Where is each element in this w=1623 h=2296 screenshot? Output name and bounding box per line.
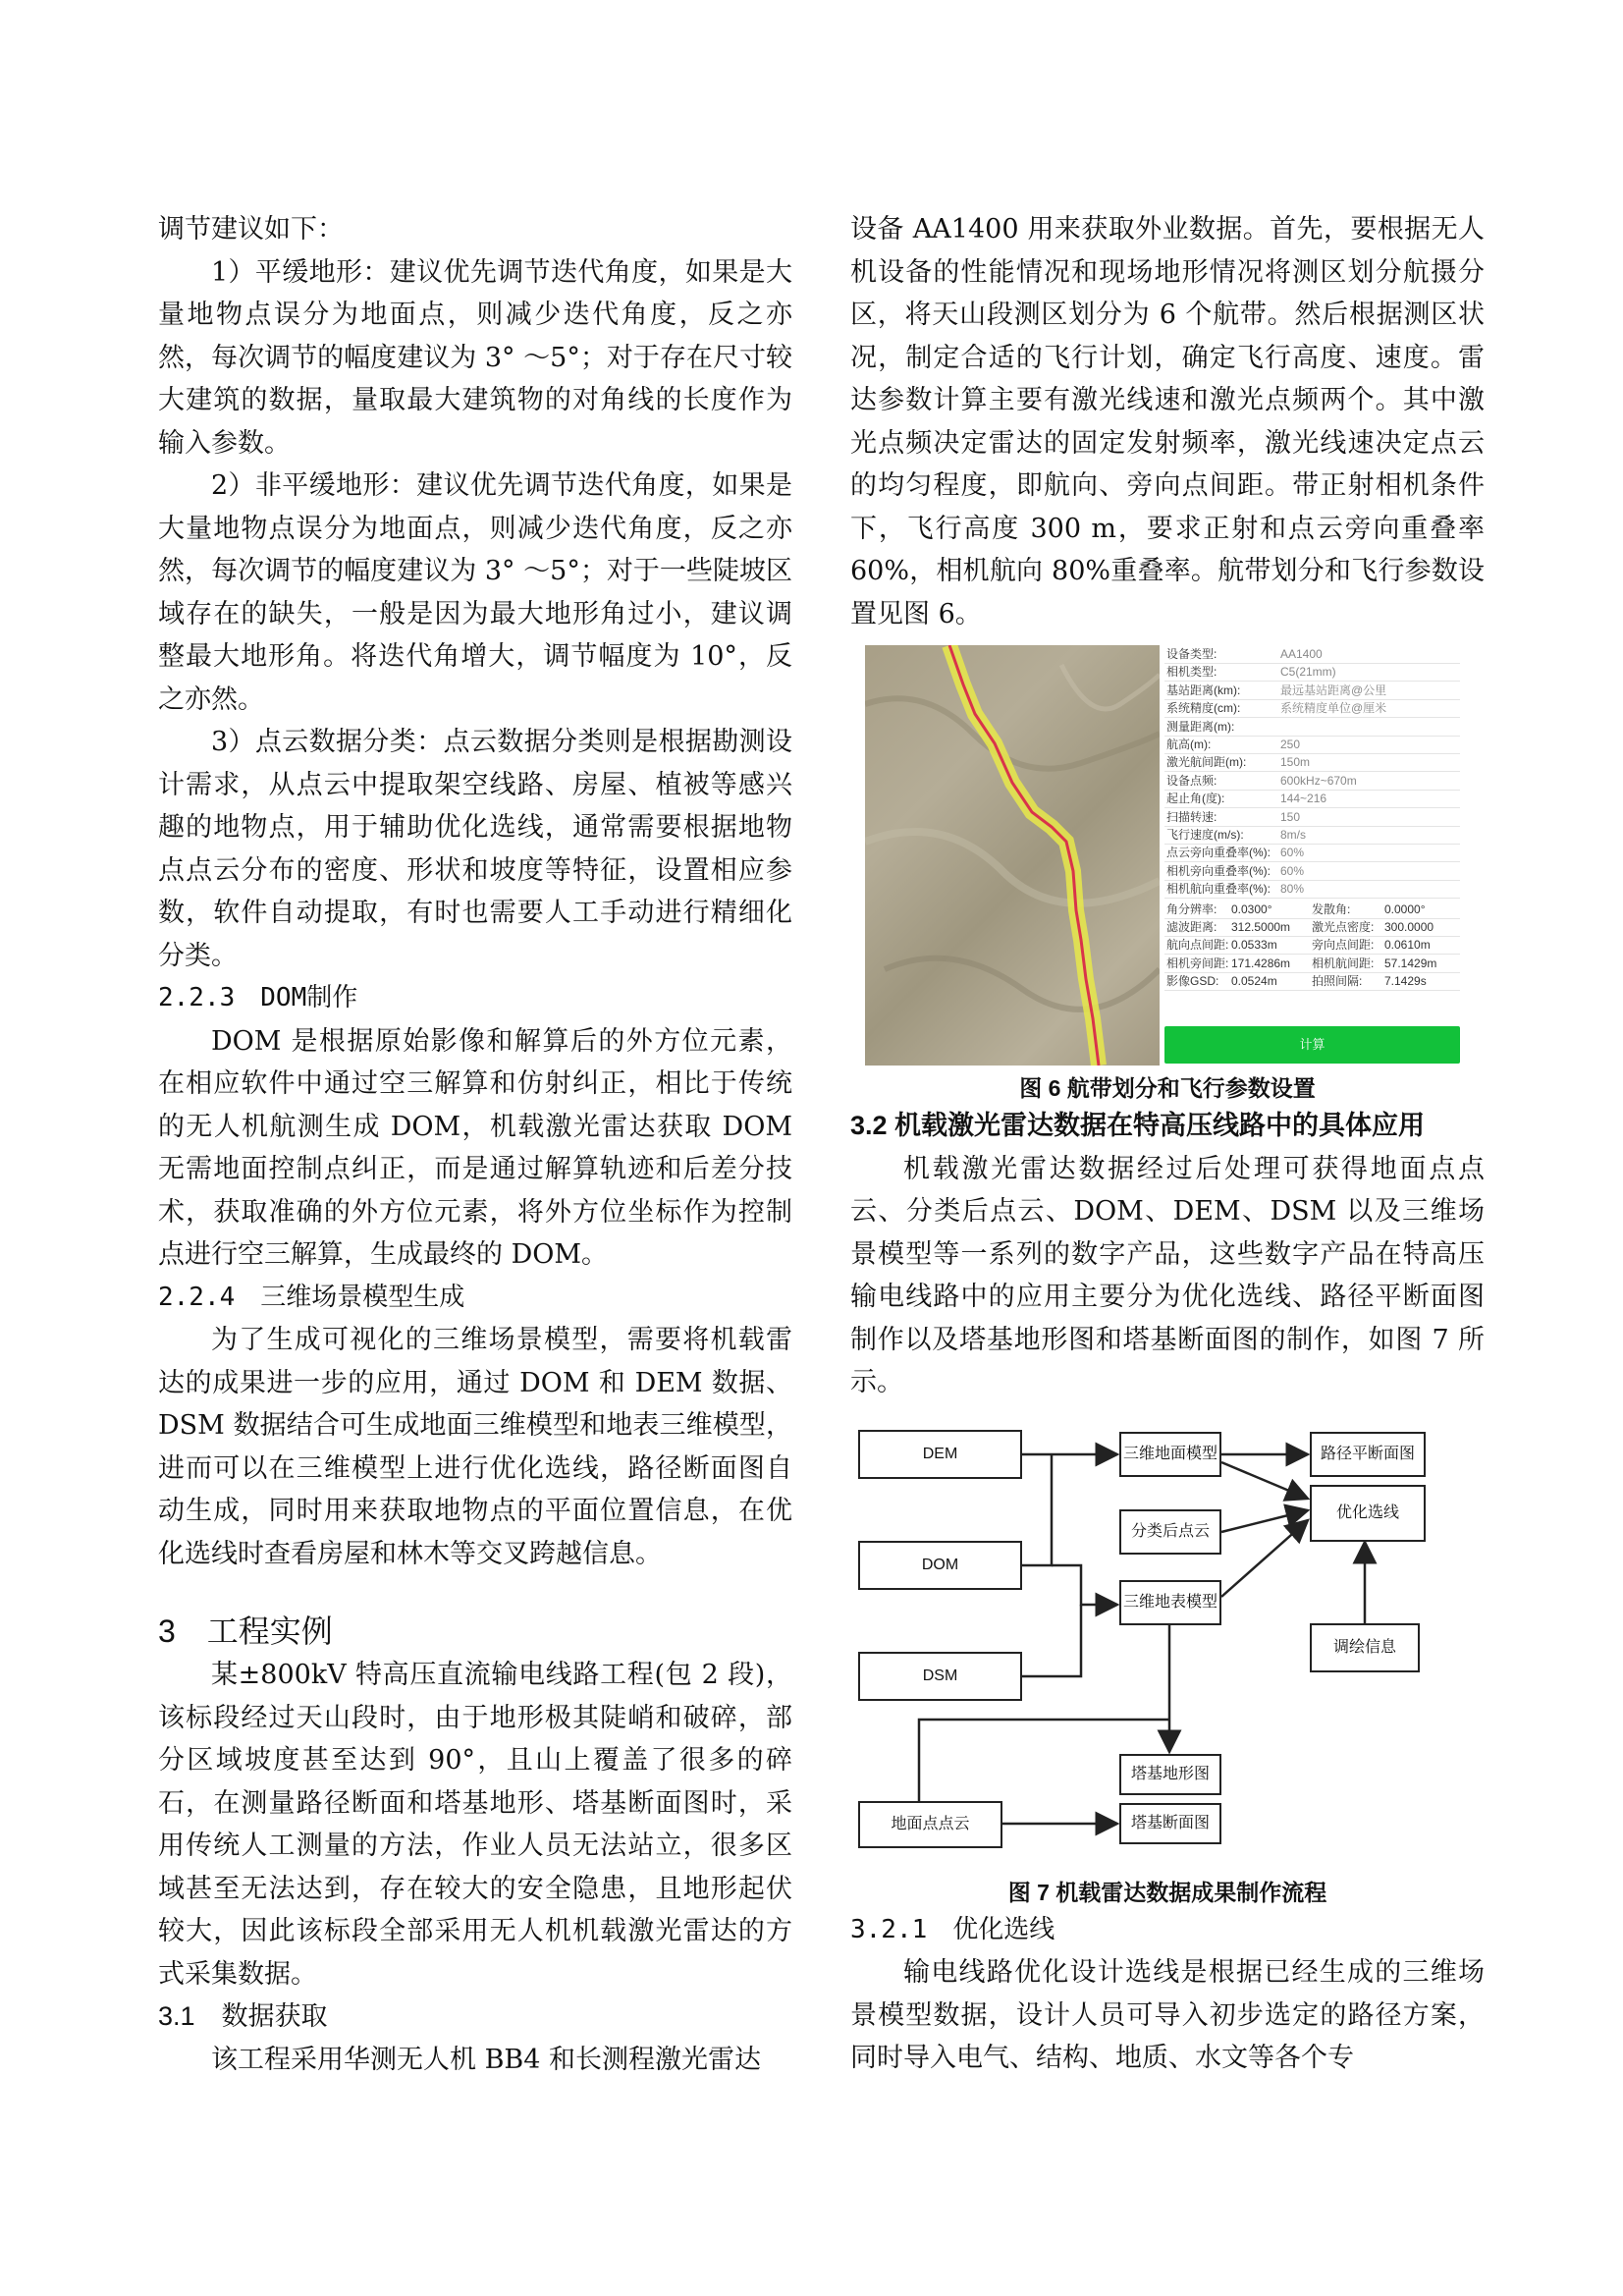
param-pair-row <box>1164 974 1460 991</box>
paragraph: 机载激光雷达数据经过后处理可获得地面点点云、分类后点云、DOM、DEM、DSM 以及三维场景模型等一系列的数字产品，这些数字产品在特高压输电线路中的应用主要分为优化选线、路径平断面图制作以及塔基地形图和塔基断面图的制作，如图 7 所示。 <box>850 1153 1485 1397</box>
flight-route-overlay <box>865 645 1160 1066</box>
param-pair-row <box>1164 920 1460 937</box>
param-value: 60% <box>1280 863 1305 878</box>
param-value: 57.1429m <box>1384 956 1437 970</box>
param-label: 相机航间距: <box>1312 956 1375 970</box>
figure-6-caption: 图 6 航带划分和飞行参数设置 <box>1019 1075 1316 1101</box>
param-value: 0.0533m <box>1231 938 1277 953</box>
flight-parameter-panel <box>1164 645 1460 1066</box>
param-label: 点云旁向重叠率(%): <box>1166 846 1271 860</box>
paragraph: 调节建议如下： <box>158 214 344 245</box>
paragraph: 设备 AA1400 用来获取外业数据。首先，要根据无人机设备的性能情况和现场地形情况将测区划分航摄分区，将天山段测区划分为 6 个航带。然后根据测区状况，制定合适的飞行计划，确定飞行高度、速度。雷达参数计算主要有激光线速和激光点频两个。其中激光点频决定雷达的固定发射频率，激光线速决定点云的均匀程度，即航向、旁向点间距。带正射相机条件下，飞行高度 300 m，要求正射和点云旁向重叠率 60%，相机航向 80%重叠率。航带划分和飞行参数设置见图 6。 <box>850 214 1485 629</box>
param-label: 激光点密度: <box>1312 920 1375 934</box>
param-pair-row <box>1164 938 1460 955</box>
param-value: AA1400 <box>1280 647 1323 661</box>
param-label: 基站距离(km): <box>1166 683 1241 697</box>
left-column <box>158 208 792 2081</box>
param-value: 最远基站距离@公里 <box>1280 683 1387 697</box>
param-row <box>1164 738 1460 754</box>
param-value: 0.0610m <box>1384 938 1431 953</box>
param-label: 激光航间距(m): <box>1166 755 1247 770</box>
param-row <box>1164 864 1460 881</box>
param-value: 80% <box>1280 882 1305 897</box>
node-ground-point-cloud: 地面点点云 <box>858 1801 1002 1848</box>
param-label: 相机航向重叠率(%): <box>1166 882 1271 897</box>
param-value: 系统精度单位@厘米 <box>1280 701 1387 716</box>
param-label: 航向点间距: <box>1166 938 1229 953</box>
node-3d-surface-model: 三维地表模型 <box>1119 1580 1221 1625</box>
section-heading: 3.2 机载激光雷达数据在特高压线路中的具体应用 <box>850 1111 1426 1140</box>
param-label: 飞行速度(m/s): <box>1166 828 1244 842</box>
param-label: 角分辨率: <box>1166 902 1217 916</box>
param-row <box>1164 810 1460 827</box>
param-label: 测量距离(m): <box>1166 719 1235 734</box>
node-dsm: DSM <box>858 1652 1022 1701</box>
param-pair-row <box>1164 902 1460 919</box>
param-label: 系统精度(cm): <box>1166 701 1241 716</box>
param-row <box>1164 755 1460 772</box>
param-pair-row <box>1164 957 1460 973</box>
param-label: 设备点频: <box>1166 773 1217 788</box>
node-tower-topographic-map: 塔基地形图 <box>1119 1754 1221 1795</box>
param-row <box>1164 828 1460 845</box>
param-value: 0.0000° <box>1384 902 1426 916</box>
param-value: 7.1429s <box>1384 974 1427 989</box>
node-route-optimization: 优化选线 <box>1310 1485 1426 1542</box>
node-dem: DEM <box>858 1430 1022 1479</box>
figure-7-flowchart <box>850 1418 1485 1870</box>
param-row <box>1164 683 1460 700</box>
param-label: 航高(m): <box>1166 738 1212 751</box>
param-label: 起止角(度): <box>1166 792 1225 806</box>
terrain-texture <box>865 665 1160 1010</box>
param-value: 312.5000m <box>1231 920 1291 934</box>
param-value: 300.0000 <box>1384 920 1434 934</box>
param-label: 扫描转速: <box>1166 809 1217 824</box>
section-heading: 2.2.4 三维场景模型生成 <box>158 1282 465 1312</box>
node-classified-point-cloud: 分类后点云 <box>1119 1509 1221 1555</box>
param-value: 144~216 <box>1280 792 1327 806</box>
param-value: 0.0300° <box>1231 902 1272 916</box>
section-heading: 3.1 数据获取 <box>158 2001 328 2031</box>
param-value: 0.0524m <box>1231 974 1277 989</box>
param-value: 60% <box>1280 846 1305 860</box>
param-row <box>1164 665 1460 682</box>
node-dom: DOM <box>858 1541 1022 1590</box>
param-row <box>1164 647 1460 664</box>
param-row <box>1164 882 1460 899</box>
param-label: 旁向点间距: <box>1312 938 1375 953</box>
paragraph: 该工程采用华测无人机 BB4 和长测程激光雷达 <box>211 2044 762 2075</box>
param-label: 设备类型: <box>1166 647 1217 661</box>
param-label: 相机类型: <box>1166 665 1217 680</box>
node-route-profile: 路径平断面图 <box>1310 1432 1426 1477</box>
param-label: 影像GSD: <box>1166 974 1219 989</box>
param-value: 171.4286m <box>1231 956 1291 970</box>
param-value: 600kHz~670m <box>1280 773 1357 788</box>
paragraph: 输电线路优化设计选线是根据已经生成的三维场景模型数据，设计人员可导入初步选定的路径方案，同时导入电气、结构、地质、水文等各个专 <box>850 1957 1485 2073</box>
param-label: 相机旁间距: <box>1166 956 1229 970</box>
param-value: 8m/s <box>1280 828 1307 842</box>
param-row <box>1164 774 1460 791</box>
param-value: 250 <box>1280 738 1301 751</box>
section-heading: 3.2.1 优化选线 <box>850 1914 1055 1944</box>
right-column <box>850 208 1485 2080</box>
param-label: 发散角: <box>1312 902 1351 916</box>
param-row <box>1164 846 1460 862</box>
flight-strip-map <box>865 645 1160 1066</box>
node-tower-section-map: 塔基断面图 <box>1119 1803 1221 1844</box>
param-value: 150m <box>1280 755 1311 770</box>
param-label: 拍照间隔: <box>1312 974 1363 989</box>
node-survey-info: 调绘信息 <box>1310 1623 1420 1672</box>
param-label: 相机旁向重叠率(%): <box>1166 863 1271 878</box>
section-heading: 2.2.3 DOM制作 <box>158 983 358 1012</box>
figure-6 <box>865 645 1460 1066</box>
paragraph: 2）非平缓地形：建议优先调节迭代角度，如果是大量地物点误分为地面点，则减少迭代角度，反之亦然，每次调节的幅度建议为 3° ～5°；对于一些陡坡区域存在的缺失，一般是因为最大地形角过小，建议调整最大地形角。将迭代角增大，调节幅度为 10°，反之亦然。 <box>158 470 792 715</box>
param-row <box>1164 701 1460 718</box>
param-value: C5(21mm) <box>1280 665 1336 680</box>
paragraph: 1）平缓地形：建议优先调节迭代角度，如果是大量地物点误分为地面点，则减少迭代角度，反之亦然，每次调节的幅度建议为 3° ～5°；对于存在尺寸较大建筑的数据，量取最大建筑物的对角线的长度作为输入参数。 <box>158 256 792 459</box>
param-row <box>1164 720 1460 737</box>
param-row <box>1164 792 1460 808</box>
paragraph: 某±800kV 特高压直流输电线路工程(包 2 段)，该标段经过天山段时，由于地形极其陡峭和破碎，部分区域坡度甚至达到 90°，且山上覆盖了很多的碎石，在测量路径断面和塔基地形、塔基断面图时，采用传统人工测量的方法，作业人员无法站立，很多区域甚至无法达到，存在较大的安全隐患，且地形起伏较大，因此该标段全部采用无人机机载激光雷达的方式采集数据。 <box>158 1660 792 1990</box>
calculate-button[interactable]: 计算 <box>1164 1026 1460 1064</box>
paragraph: 为了生成可视化的三维场景模型，需要将机载雷达的成果进一步的应用，通过 DOM 和 DEM 数据、DSM 数据结合可生成地面三维模型和地表三维模型，进而可以在三维模型上进行优化选线，路径断面图自动生成，同时用来获取地物点的平面位置信息，在优化选线时查看房屋和林木等交叉跨越信息。 <box>158 1325 792 1569</box>
paragraph: DOM 是根据原始影像和解算后的外方位元素，在相应软件中通过空三解算和仿射纠正，相比于传统的无人机航测生成 DOM，机载激光雷达获取 DOM 无需地面控制点纠正，而是通过解算轨迹和后差分技术，获取准确的外方位元素，将外方位坐标作为控制点进行空三解算，生成最终的 DOM。 <box>158 1025 792 1270</box>
node-3d-terrain-model: 三维地面模型 <box>1119 1432 1221 1477</box>
chapter-heading: 3 工程实例 <box>158 1613 333 1649</box>
param-label: 滤波距离: <box>1166 920 1217 934</box>
figure-7-caption: 图 7 机载雷达数据成果制作流程 <box>1007 1879 1327 1905</box>
param-value: 150 <box>1280 809 1301 824</box>
paragraph: 3）点云数据分类：点云数据分类则是根据勘测设计需求，从点云中提取架空线路、房屋、植被等感兴趣的地物点，用于辅助优化选线，通常需要根据地物点点云分布的密度、形状和坡度等特征，设置相应参数，软件自动提取，有时也需要人工手动进行精细化分类。 <box>158 727 792 971</box>
